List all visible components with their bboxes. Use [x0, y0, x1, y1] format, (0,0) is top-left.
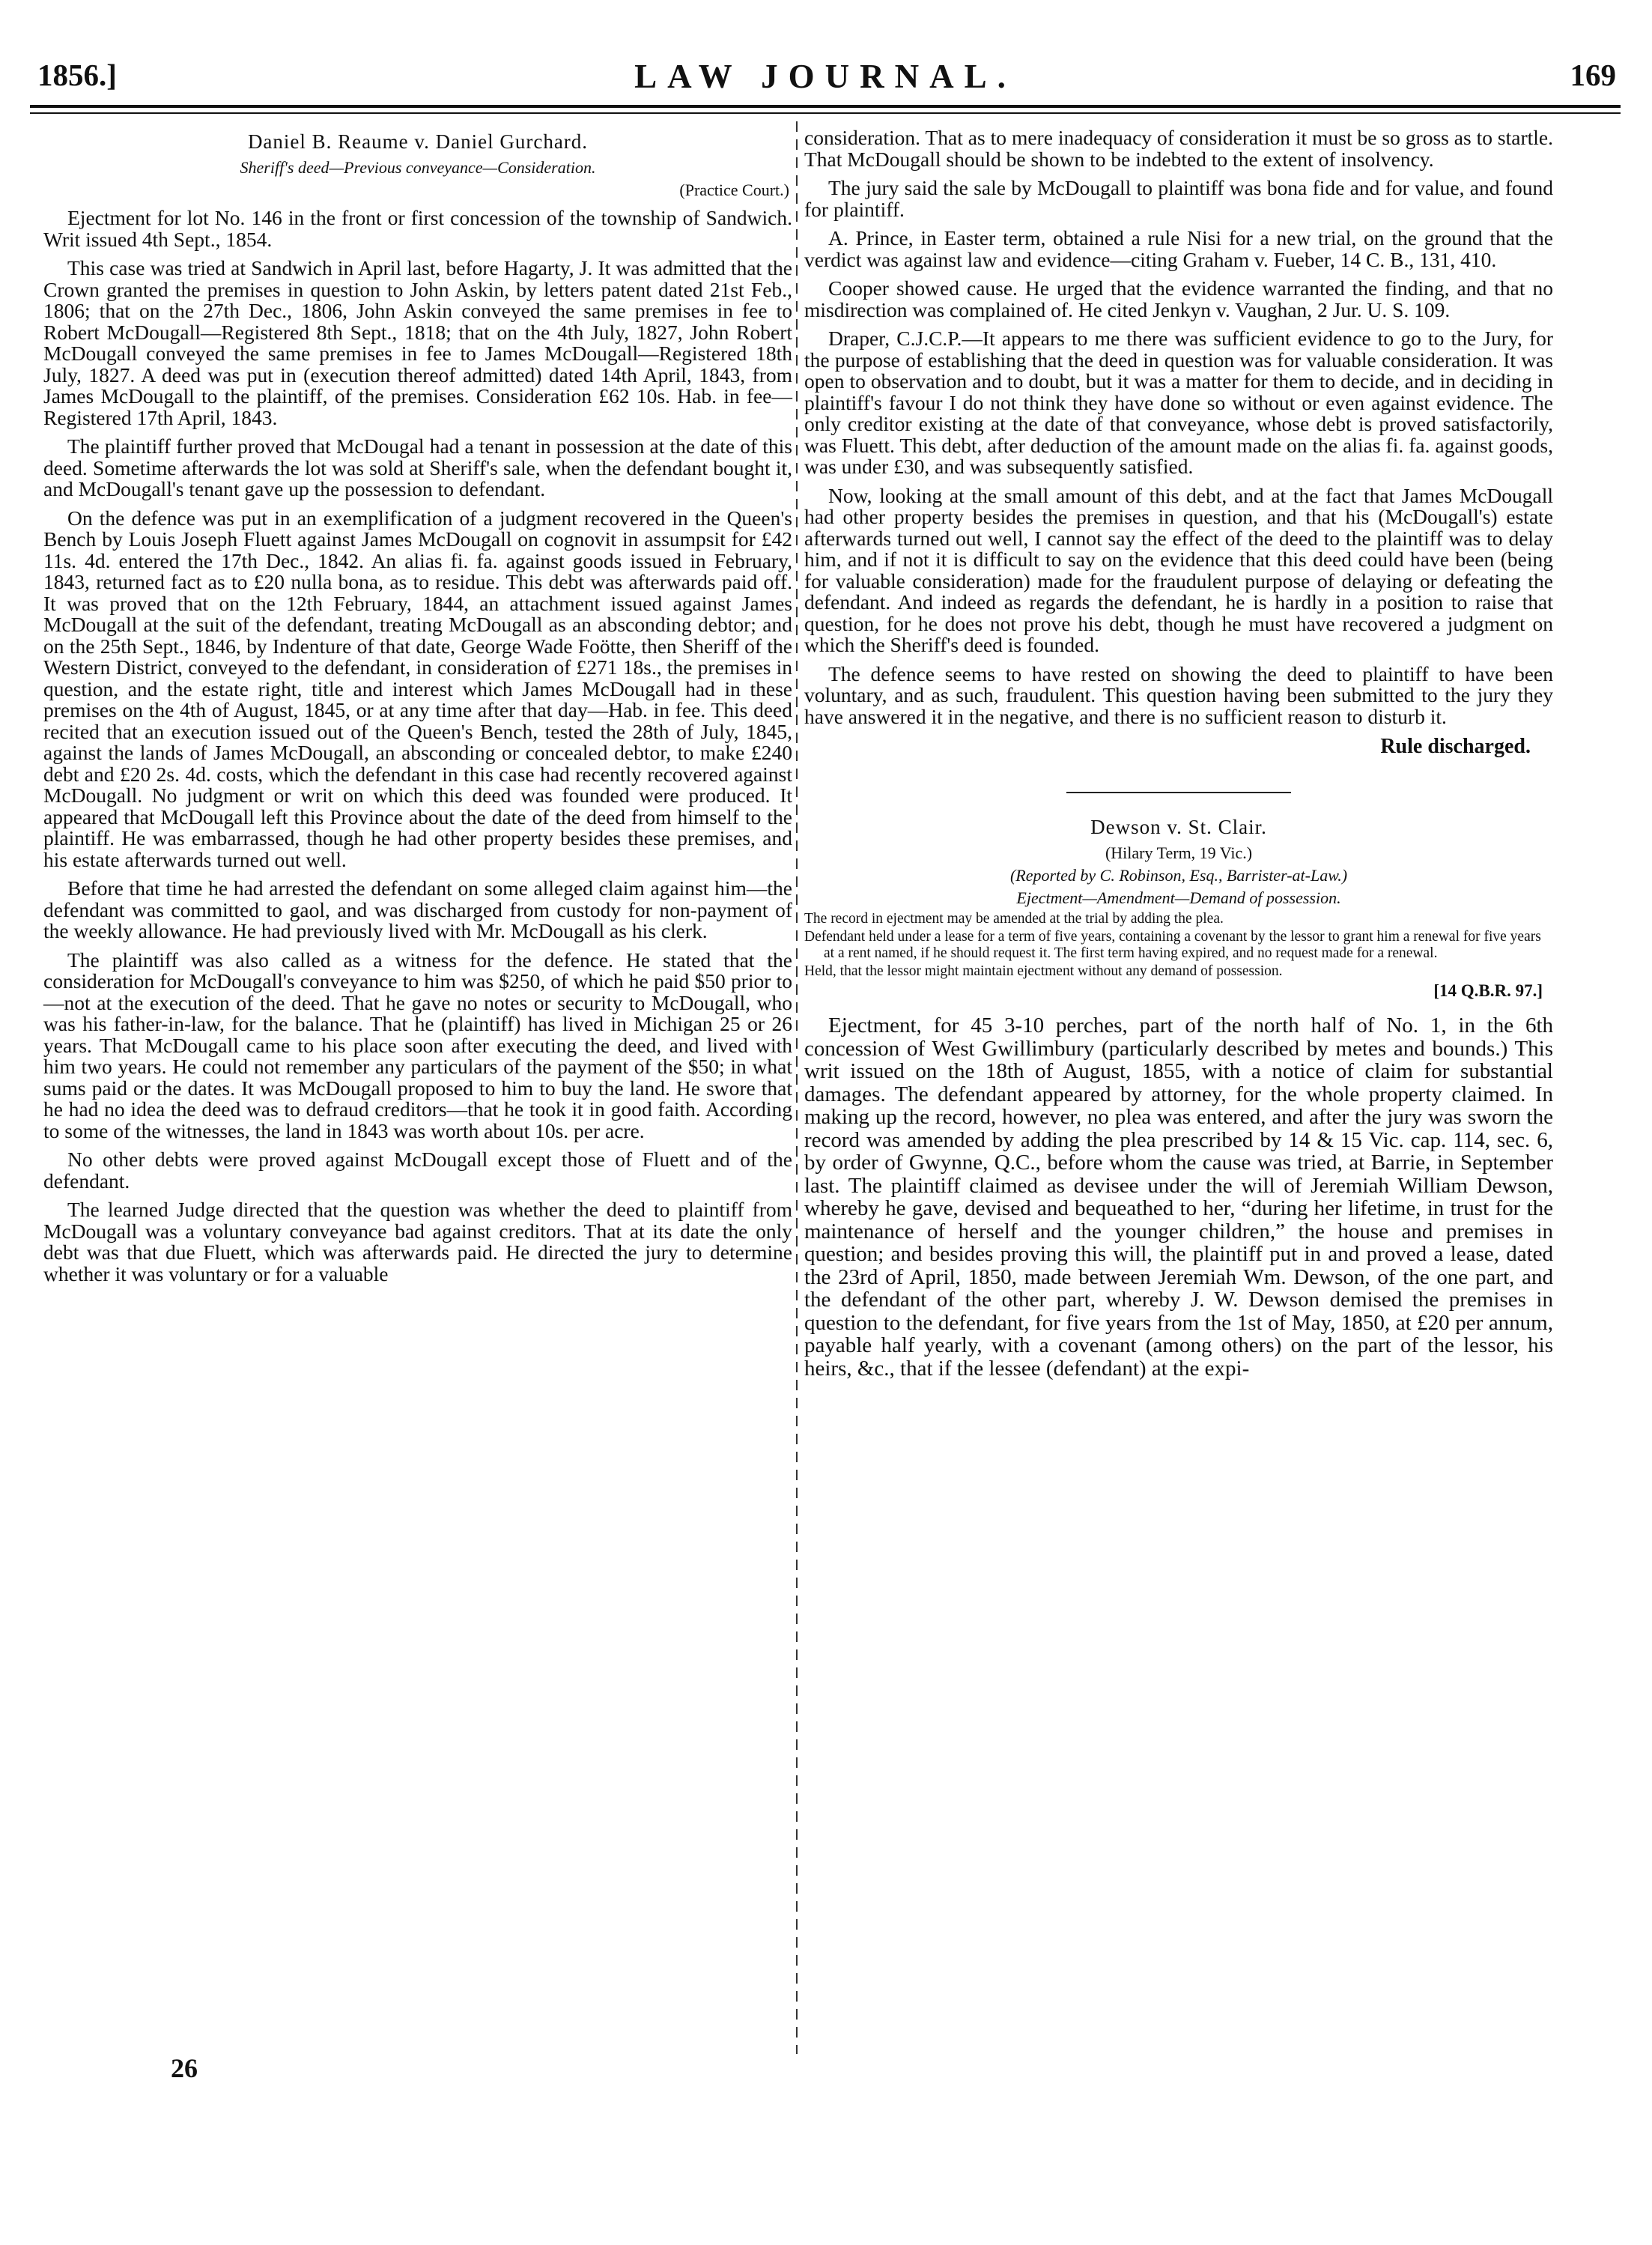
case-subtitle: Sheriff's deed—Previous conveyance—Consideration.	[240, 158, 596, 177]
paragraph: A. Prince, in Easter term, obtained a rule Nisi for a new trial, on the ground that the verdict was against law and evidence—citing Graham v. Fueber, 14 C. B., 131, 410.	[804, 226, 1553, 271]
header-rule-thick	[30, 105, 1621, 108]
second-case-subtitle: Ejectment—Amendment—Demand of possession.	[1016, 888, 1341, 907]
right-column	[804, 127, 1553, 1387]
header-page-number: 169	[1570, 58, 1616, 92]
reporter-label: (Reported by C. Robinson, Esq., Barrister-at-Law.)	[1009, 866, 1348, 885]
paragraph: Draper, C.J.C.P.—It appears to me there was sufficient evidence to go to the Jury, for the purpose of establishing that the deed in question was for valuable consideration. It was open to observation and to doubt, but it was a matter for them to decide, and in deciding in plaintiff's favour I do not think they have done so without or even against evidence. The only creditor existing at the date of that conveyance, whose debt is proved satisfactorily, was Fluett. This debt, after deduction of the amount made on the alias fi. fa. against goods, was under £30, and was subsequently satisfied.	[804, 327, 1553, 478]
header-rule-thin	[30, 112, 1621, 114]
paragraph: The plaintiff further proved that McDougal had a tenant in possession at the date of this deed. Sometime afterwards the lot was sold at Sheriff's sale, when the defendant bought it, and McDougall's tenant gave up the possession to defendant.	[43, 434, 792, 500]
header-title: LAW JOURNAL.	[634, 58, 1016, 95]
signature-mark: 26	[171, 2053, 198, 2083]
second-case-title: Dewson v. St. Clair.	[1090, 816, 1267, 838]
headnote: Defendant held under a lease for a term of five years, containing a covenant by the lessor to grant him a renewal for five years at a rent named, if he should request it. The first term having expired, and no request made for a renewal.	[804, 929, 1541, 961]
report-citation: [14 Q.B.R. 97.]	[1433, 981, 1543, 1000]
paragraph: Cooper showed cause. He urged that the evidence warranted the finding, and that no misdirection was complained of. He cited Jenkyn v. Vaughan, 2 Jur. U. S. 109.	[804, 276, 1553, 321]
running-header	[30, 24, 1621, 96]
paragraph: Before that time he had arrested the defendant on some alleged claim against him—the defendant was committed to gaol, and was discharged from custody for non-payment of the weekly allowance. He had previously lived with Mr. McDougall as his clerk.	[43, 876, 792, 942]
column-divider	[796, 121, 798, 2054]
paragraph: Now, looking at the small amount of this debt, and at the fact that James McDougall had other property besides the premises in question, and that his (McDougall's) estate afterwards turned out well, I cannot say the effect of the deed to the plaintiff was to delay him, and if not it is difficult to say on the evidence that this deed could have been (being for valuable consideration) made for the fraudulent purpose of delaying or defeating the defendant. And indeed as regards the defendant, he is hardly in a position to raise that question, for he does not prove his debt, though he must have recovered a judgment on which the Sheriff's deed is founded.	[804, 483, 1553, 656]
paragraph: Ejectment, for 45 3-10 perches, part of the north half of No. 1, in the 6th concession of West Gwillimbury (particularly described by metes and bounds.) This writ issued on the 18th of August, 1855, with a notice of claim for substantial damages. The defendant appeared by attorney, for the whole property claimed. In making up the record, however, no plea was entered, and after the jury was sworn the record was amended by adding the plea prescribed by 14 & 15 Vic. cap. 114, sec. 6, by order of Gwynne, Q.C., before whom the cause was tried, at Barrie, in September last. The plaintiff claimed as devisee under the will of Jeremiah William Dewson, whereby he gave, devised and bequeathed to her, “during her lifetime, in trust for the maintenance of herself and the younger children,” the house and premises in question; and besides proving this will, the plaintiff put in and proved a lease, dated the 23rd of April, 1850, made between Jeremiah Wm. Dewson, of the one part, and the defendant of the other part, whereby J. W. Dewson demised the premises in question to the defendant, for five years from the 1st of May, 1850, at £20 per annum, payable half yearly, with a covenant (among others) on the part of the lessor, his heirs, &c., that if the lessee (defendant) at the expi-	[804, 1014, 1553, 1381]
ruling: Rule discharged.	[1380, 735, 1531, 758]
paragraph: The learned Judge directed that the question was whether the deed to plaintiff from McDougall was a voluntary conveyance bad against creditors. That at its date the only debt was that due Fluett, which was afterwards paid. He directed the jury to determine whether it was voluntary or for a valuable	[43, 1198, 792, 1285]
headnote: The record in ejectment may be amended at the trial by adding the plea.	[804, 911, 1224, 927]
term-label: (Hilary Term, 19 Vic.)	[1105, 843, 1253, 862]
section-divider	[1066, 792, 1291, 793]
paragraph: No other debts were proved against McDougall except those of Fluett and of the defendant.	[43, 1148, 792, 1193]
paragraph: This case was tried at Sandwich in April last, before Hagarty, J. It was admitted that the Crown granted the premises in question to John Askin, by letters patent dated 21st Feb., 1806; that on the 27th Dec., 1806, John Askin conveyed the same premises in fee to Robert McDougall—Registered 8th Sept., 1818; that on the 4th July, 1827, John Robert McDougall conveyed the same premises in fee to James McDougall—Registered 18th July, 1827. A deed was put in (execution thereof admitted) dated 14th April, 1843, from James McDougall to the plaintiff, of the premises. Consideration £62 10s. Hab. in fee—Registered 17th April, 1843.	[43, 256, 792, 429]
headnote: Held, that the lessor might maintain ejectment without any demand of possession.	[804, 963, 1283, 979]
paragraph: Ejectment for lot No. 146 in the front or first concession of the township of Sandwich. Writ issued 4th Sept., 1854.	[43, 206, 792, 251]
paragraph: The defence seems to have rested on showing the deed to plaintiff to have been voluntary, and as such, fraudulent. This question having been submitted to the jury they have answered it in the negative, and there is no sufficient reason to disturb it.	[804, 661, 1553, 728]
case-title: Daniel B. Reaume v. Daniel Gurchard.	[247, 130, 589, 153]
court-label: (Practice Court.)	[679, 181, 789, 199]
paragraph: The plaintiff was also called as a witness for the defence. He stated that the consideration for McDougall's conveyance to him was $250, of which he paid $50 prior to—not at the execution of the deed. That he gave no notes or security to McDougall, who was his father-in-law, for the balance. That he (plaintiff) has lived in Michigan 25 or 26 years. That McDougall came to his place soon after executing the deed, and lived with him two years. He could not remember any particulars of the payment of the $50; in what sums paid or the dates. It was McDougall proposed to him to buy the land. He swore that he had no idea the deed was to defraud creditors—that he took it in good faith. According to some of the witnesses, the land in 1843 was worth about 10s. per acre.	[43, 948, 792, 1142]
second-case-body	[804, 1014, 1553, 1380]
paragraph: The jury said the sale by McDougall to plaintiff was bona fide and for value, and found for plaintiff.	[804, 176, 1553, 221]
paragraph: On the defence was put in an exemplification of a judgment recovered in the Queen's Bench by Louis Joseph Fluett against James McDougall on cognovit in assumpsit for £42 11s. 4d. entered the 17th Dec., 1842. An alias fi. fa. against goods issued in February, 1843, returned fact as to £20 nulla bona, as to residue. This debt was afterwards paid off. It was proved that on the 12th February, 1844, an attachment issued against James McDougall at the suit of the defendant, treating McDougall as an absconding debtor; and on the 25th Sept., 1846, by Indenture of that date, George Wade Foötte, then Sheriff of the Western District, conveyed to the defendant, in consideration of £271 18s., the premises in question, and the estate right, title and interest which James McDougall had in these premises on the 4th of August, 1845, or at any time after that day—Hab. in fee. This deed recited that an execution issued out of the Queen's Bench, tested the 28th of July, 1845, against the lands of James McDougall, an absconding or concealed debtor, to make £240 debt and £20 2s. 4d. costs, which the defendant in this case had recently recovered against McDougall. No judgment or writ on which this deed was founded were produced. It appeared that McDougall left this Province about the date of the deed from himself to the plaintiff. He was embarrassed, though he had other property besides these premises, and his estate afterwards turned out well.	[43, 506, 792, 871]
header-year: 1856.]	[37, 58, 117, 92]
paragraph: consideration. That as to mere inadequacy of consideration it must be so gross as to startle. That McDougall should be shown to be indebted to the extent of insolvency.	[804, 126, 1553, 171]
left-column	[43, 127, 792, 1292]
